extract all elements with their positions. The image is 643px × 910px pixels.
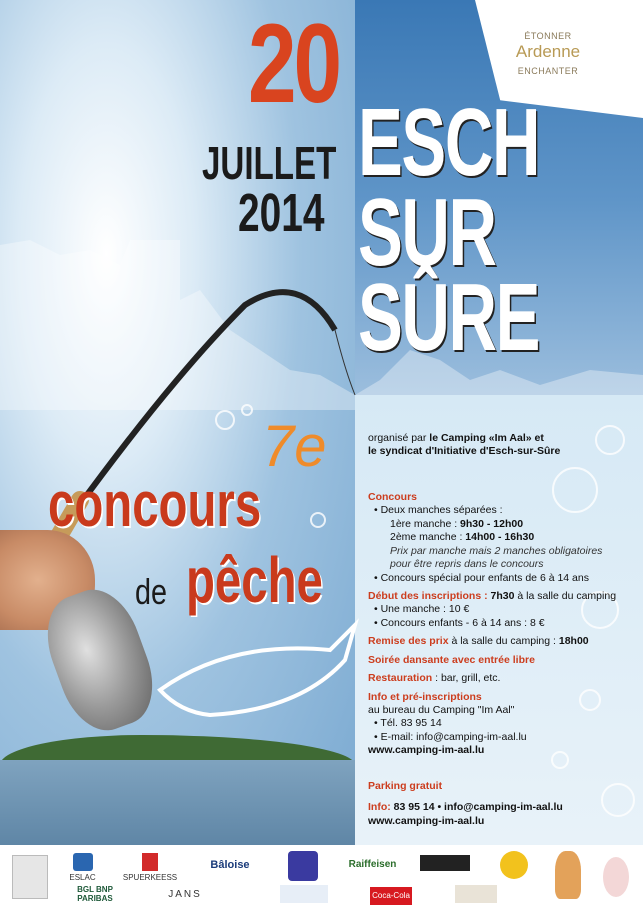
sponsor-jans-logo: JANS [168,889,202,900]
sponsor-rinnen-logo [420,855,470,871]
sponsor-badge-logo [500,851,528,879]
organizer-line-1: organisé par le Camping «Im Aal» et [368,432,544,444]
list-item: • Tél. 83 95 14 [374,717,630,730]
event-day: 20 [248,1,339,126]
sponsor-raiffeisen-logo: Raiffeisen [348,859,397,870]
title-de: de [135,571,168,612]
parking-line: Parking gratuit [368,779,443,792]
website-line: www.camping-im-aal.lu [368,744,485,757]
event-info [368,432,630,828]
tarifs-list [374,603,630,630]
sponsor-spuerkeess-logo: SPUERKEESS [120,853,180,882]
title-concours: concours [48,468,262,540]
spuerkeess-icon [142,853,158,871]
organizer-line-2: le syndicat d'Initiative d'Esch-sur-Sûre [368,445,561,458]
list-item: • E-mail: info@camping-im-aal.lu [374,731,630,744]
esch-sur-sure-logo [12,855,48,899]
sponsor-baloise-logo: Bâloise [210,859,250,871]
edition-number: 7e [262,414,327,479]
event-year: 2014 [238,183,325,243]
inscriptions-line: Début des inscriptions : 7h30 à la salle du camping [368,589,617,602]
event-month: JUILLET [202,137,337,189]
brand-tagline-top: ÉTONNER [524,31,572,41]
manche-1: 1ère manche : 9h30 - 12h00 [390,517,524,530]
soiree-line: Soirée dansante avec entrée libre [368,653,535,666]
fish-outline-icon [160,625,355,715]
village-silhouette [0,240,643,410]
list-item: • Concours spécial pour enfants de 6 à 14 ans [374,572,630,585]
list-item: • Une manche : 10 € [374,603,630,616]
bureau-line: au bureau du Camping "Im Aal" [368,704,515,716]
sponsor-pickwick-logo [288,851,318,881]
sponsor-bgl-logo: BGL BNP PARIBAS [77,885,113,903]
sponsor-strip [0,845,643,910]
footer-contact: Info: 83 95 14 • info@camping-im-aal.lu [368,801,563,814]
preinscription-heading: Info et pré-inscriptions [368,690,482,703]
sponsor-cocacola-logo: Coca-Cola [370,887,412,905]
list-item: • Concours enfants - 6 à 14 ans : 8 € [374,617,630,630]
footer-website: www.camping-im-aal.lu [368,814,485,827]
sponsor-groupe-logo [280,885,328,903]
title-peche: pêche [186,544,323,616]
prix-note-2: pour être repris dans le concours [390,558,544,571]
remise-line: Remise des prix à la salle du camping : 18h00 [368,635,589,648]
concours-list [374,504,630,585]
sponsor-mascot-logo [555,851,581,899]
concours-heading: Concours [368,490,418,503]
brand-name: Ardenne [515,42,581,61]
manche-2: 2ème manche : 14h00 - 16h30 [390,531,535,544]
sponsor-eslac-logo: ESLAC [60,853,105,882]
contact-list [374,717,630,744]
sponsor-bernard-massard-logo [455,885,497,903]
sponsor-red-logo [603,857,629,897]
restauration-line: Restauration : bar, grill, etc. [368,672,501,685]
town-line-1: ESCH [358,89,540,196]
fishing-line [335,330,355,395]
brand-tagline-bottom: ENCHANTER [517,66,579,76]
list-item: • Deux manches séparées : [374,504,630,517]
prix-note-1: Prix par manche mais 2 manches obligatoires [390,544,603,557]
town-line-2: SUR [358,179,496,286]
eslac-icon [73,853,93,871]
town-line-3: SÛRE [358,264,540,371]
